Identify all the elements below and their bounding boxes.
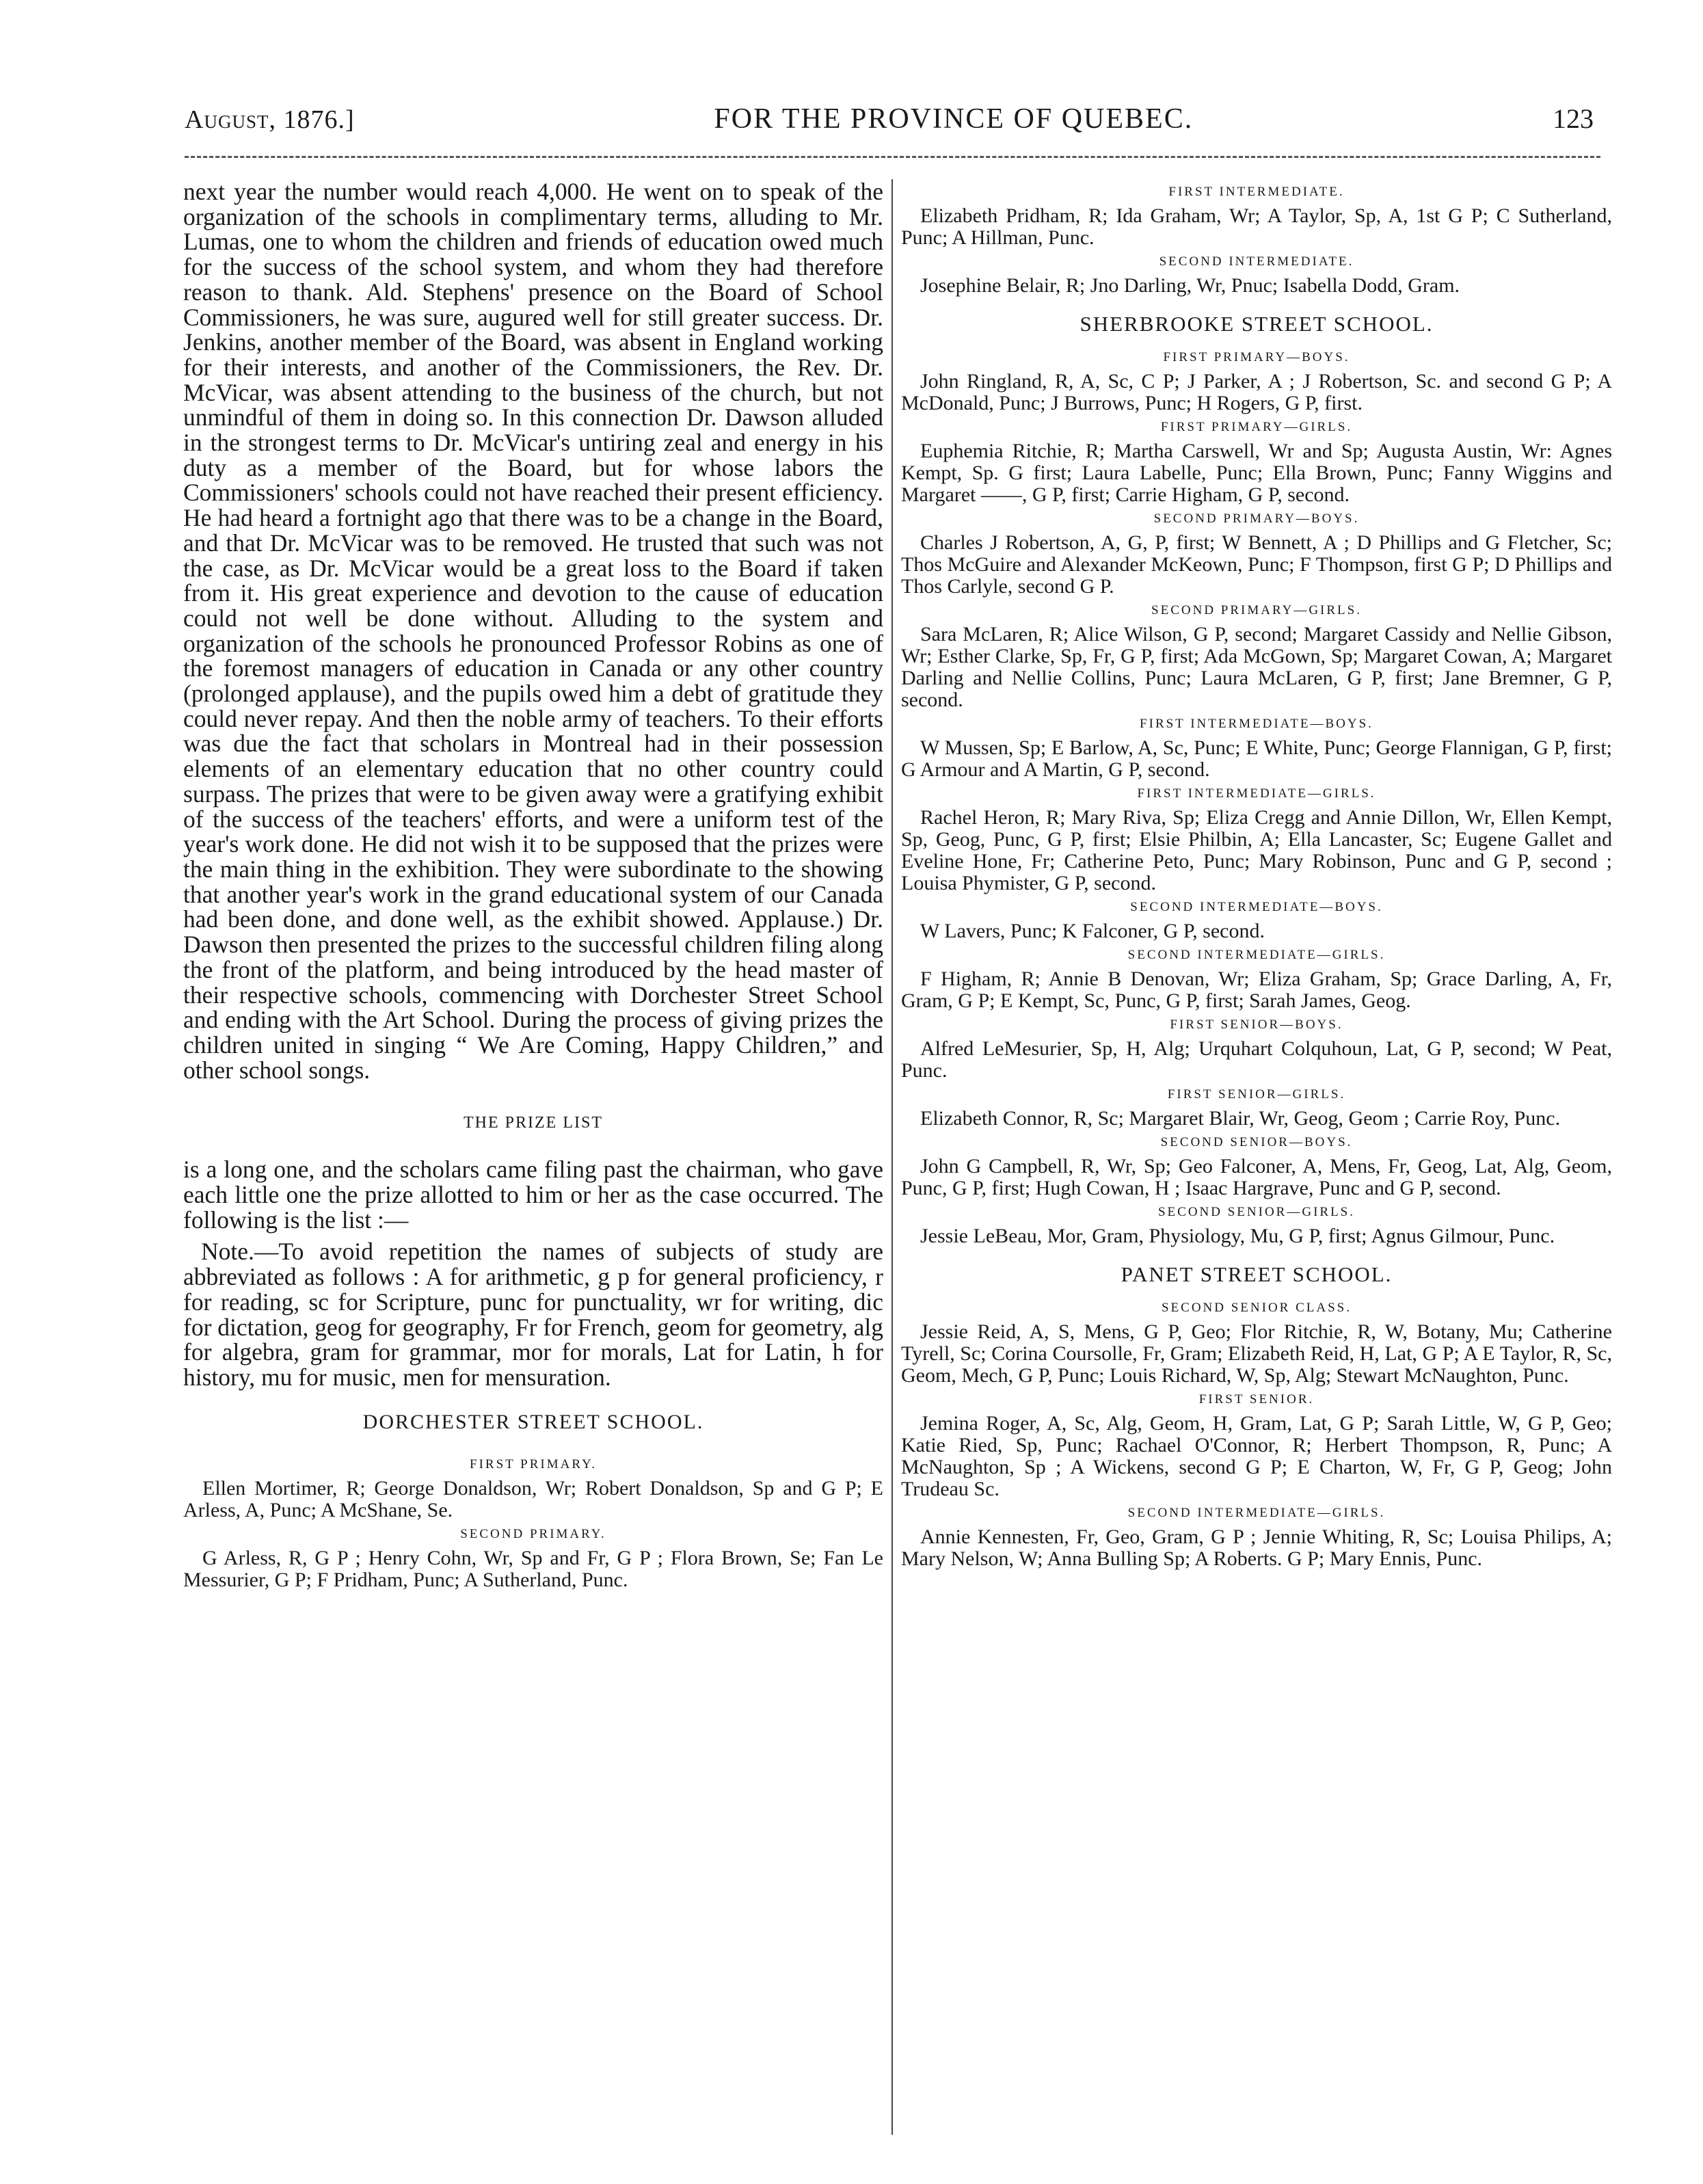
prize-entry: Alfred LeMesurier, Sp, H, Alg; Urquhart Colquhoun, Lat, G P, second; W Peat, Punc. — [901, 1037, 1612, 1082]
section-heading: SECOND INTERMEDIATE—BOYS. — [1130, 900, 1383, 914]
school-heading: SHERBROOKE STREET SCHOOL. — [1080, 312, 1434, 336]
page-header — [185, 103, 1594, 150]
prize-entry: Jessie Reid, A, S, Mens, G P, Geo; Flor Ritchie, R, W, Botany, Mu; Catherine Tyrell, Sc; Corina Coursolle, Fr, Gram; Elizabeth Reid, H, Lat, G P; A E Taylor, R, Sc, Geom, Mech, G P, Punc; Louis Richard, W, Sp, Alg; Stewart McNaughton, Punc. — [901, 1320, 1612, 1387]
header-rule — [185, 156, 1600, 158]
section-heading: SECOND PRIMARY—BOYS. — [1153, 511, 1360, 526]
prize-entry: Elizabeth Connor, R, Sc; Margaret Blair, Wr, Geog, Geom ; Carrie Roy, Punc. — [920, 1107, 1561, 1130]
article-paragraph: next year the number would reach 4,000. He went on to speak of the organization of the schools in complimentary terms, alluding to Mr. Lumas, one to whom the children and friends of education owed much for the success of the school system, and whom they had therefore reason to thank. Ald. Stephens' presence on the Board of School Commissioners, he was sure, augured well for still greater success. Dr. Jenkins, another member of the Board, was absent in England working for their interests, and another of the Commissioners, the Rev. Dr. McVicar, was absent attending to the business of the church, but not unmindful of them in doing so. In this connection Dr. Dawson alluded in the strongest terms to Dr. McVicar's untiring zeal and energy in his duty as a member of the Board, but for whose labors the Commissioners' schools could not have reached their present efficiency. He had heard a fortnight ago that there was to be a change in the Board, and that Dr. McVicar was to be removed. He trusted that such was not the case, as Dr. McVicar would be a great loss to the Board if taken from it. His great experience and devotion to the cause of education could not well be done without. Alluding to the system and organization of the schools he pronounced Professor Robins as one of the foremost managers of education in Canada or any other country (prolonged applause), and the pupils owed him a debt of gratitude they could never repay. And then the noble army of teachers. To their efforts was due the fact that scholars in Montreal had in their possession elements of an elementary education that no other country could surpass. The prizes that were to be given away were a gratifying exhibit of the success of the teachers' efforts, and were a uniform test of the year's work done. He did not wish it to be supposed that the prizes were the main thing in the exhibition. They were subordinate to the showing that another year's work in the grand educational system of our Canada had been done, and done well, as the exhibit showed. Applause.) Dr. Dawson then presented the prizes to the successful children filing along the front of the platform, and being introduced by the head master of their respective schools, commencing with Dorchester Street School and ending with the Art School. During the process of giving prizes the children united in singing “ We Are Coming, Happy Children,” and other school songs. — [183, 178, 883, 1084]
section-heading: FIRST SENIOR. — [1198, 1392, 1315, 1407]
prize-entry: Rachel Heron, R; Mary Riva, Sp; Eliza Cregg and Annie Dillon, Wr, Ellen Kempt, Sp, Geog, Punc, G P, first; Elsie Philbin, A; Ella Lancaster, Sc; Eugene Gallet and Eveline Hone, Fr; Catherine Peto, Punc; Mary Robinson, Punc and G P, second ; Louisa Phymister, G P, second. — [901, 806, 1612, 894]
prize-entry: Annie Kennesten, Fr, Geo, Gram, G P ; Jennie Whiting, R, Sc; Louisa Philips, A; Mary Nelson, W; Anna Bulling Sp; A Roberts. G P; Mary Ennis, Punc. — [901, 1526, 1612, 1570]
section-heading: FIRST INTERMEDIATE—BOYS. — [1140, 717, 1373, 731]
header-date: August, 1876.] — [185, 105, 355, 134]
school-heading: DORCHESTER STREET SCHOOL. — [362, 1410, 704, 1433]
prize-entry: Euphemia Ritchie, R; Martha Carswell, Wr and Sp; Augusta Austin, Wr: Agnes Kempt, Sp. G first; Laura Labelle, Punc; Ella Brown, Punc; Fanny Wiggins and Margaret ——, G P, first; Carrie Higham, G P, second. — [901, 440, 1612, 506]
right-column — [901, 179, 1612, 1574]
left-column — [183, 179, 883, 1595]
school-heading: PANET STREET SCHOOL. — [1121, 1262, 1393, 1286]
prize-entry: Sara McLaren, R; Alice Wilson, G P, second; Margaret Cassidy and Nellie Gibson, Wr; Esther Clarke, Sp, Fr, G P, first; Ada McGown, Sp; Margaret Cowan, A; Margaret Darling and Nellie Collins, Punc; Laura McLaren, G P, first; Jane Bremner, G P, second. — [901, 623, 1612, 711]
section-heading: FIRST PRIMARY—GIRLS. — [1160, 420, 1353, 434]
section-heading: FIRST PRIMARY—BOYS. — [1163, 350, 1350, 364]
section-heading: FIRST SENIOR—GIRLS. — [1167, 1087, 1346, 1102]
prize-entry: John Ringland, R, A, Sc, C P; J Parker, A ; J Robertson, Sc. and second G P; A McDonald, Punc; J Burrows, Punc; H Rogers, G P, first. — [901, 370, 1612, 414]
prize-entry: Josephine Belair, R; Jno Darling, Wr, Pnuc; Isabella Dodd, Gram. — [920, 274, 1460, 297]
section-heading: SECOND INTERMEDIATE—GIRLS. — [1127, 948, 1386, 962]
abbreviation-note: Note.—To avoid repetition the names of subjects of study are abbreviated as follows : A for arithmetic, g p for general proficiency, r for reading, sc for Scripture, punc for punctuality, wr for writing, dic for dictation, geog for geography, Fr for French, geom for geometry, alg for algebra, gram for grammar, mor for morals, Lat for Latin, h for history, mu for music, men for mensuration. — [183, 1238, 883, 1391]
section-heading: SECOND INTERMEDIATE—GIRLS. — [1127, 1506, 1386, 1520]
prize-entry: Ellen Mortimer, R; George Donaldson, Wr; Robert Donaldson, Sp and G P; E Arless, A, Punc; A McShane, Se. — [183, 1476, 883, 1521]
article-paragraph: is a long one, and the scholars came filing past the chairman, who gave each little one the prize allotted to him or her as the case occurred. The following is the list :— — [183, 1156, 883, 1234]
prize-entry: Jemina Roger, A, Sc, Alg, Geom, H, Gram, Lat, G P; Sarah Little, W, G P, Geo; Katie Ried, Sp, Punc; Rachael O'Connor, R; Herbert Thompson, R, Punc; A McNaughton, Sp ; A Wickens, second G P; E Charton, W, Fr, G P, Geog; John Trudeau Sc. — [901, 1412, 1612, 1500]
section-heading: FIRST SENIOR—BOYS. — [1170, 1017, 1343, 1032]
prize-list-heading: THE PRIZE LIST — [464, 1114, 603, 1132]
prize-entry: Jessie LeBeau, Mor, Gram, Physiology, Mu, G P, first; Agnus Gilmour, Punc. — [920, 1225, 1555, 1247]
prize-entry: G Arless, R, G P ; Henry Cohn, Wr, Sp and Fr, G P ; Flora Brown, Se; Fan Le Messurier, G P; F Pridham, Punc; A Sutherland, Punc. — [183, 1546, 883, 1591]
section-heading: SECOND SENIOR—BOYS. — [1160, 1135, 1353, 1149]
prize-entry: F Higham, R; Annie B Denovan, Wr; Eliza Graham, Sp; Grace Darling, A, Fr, Gram, G P; E Kempt, Sc, Punc, G P, first; Sarah James, Geog. — [901, 968, 1612, 1012]
header-title: FOR THE PROVINCE OF QUEBEC. — [714, 103, 1194, 135]
section-heading: FIRST PRIMARY. — [470, 1456, 597, 1471]
section-heading: SECOND PRIMARY—GIRLS. — [1151, 603, 1362, 617]
section-heading: SECOND PRIMARY. — [460, 1526, 606, 1541]
prize-entry: W Lavers, Punc; K Falconer, G P, second. — [920, 920, 1265, 942]
prize-entry: Charles J Robertson, A, G, P, first; W Bennett, A ; D Phillips and G Fletcher, Sc; Thos McGuire and Alexander McKeown, Punc; F Thompson, first G P; D Phillips and Thos Carlyle, second G P. — [901, 531, 1612, 598]
section-heading: SECOND SENIOR CLASS. — [1161, 1301, 1352, 1315]
prize-entry: W Mussen, Sp; E Barlow, A, Sc, Punc; E White, Punc; George Flannigan, G P, first; G Armour and A Martin, G P, second. — [901, 736, 1612, 781]
page-number: 123 — [1553, 103, 1594, 134]
section-heading: SECOND INTERMEDIATE. — [1159, 254, 1354, 269]
section-heading: FIRST INTERMEDIATE. — [1168, 185, 1345, 199]
section-heading: SECOND SENIOR—GIRLS. — [1157, 1205, 1356, 1219]
prize-entry: John G Campbell, R, Wr, Sp; Geo Falconer, A, Mens, Fr, Geog, Lat, Alg, Geom, Punc, G P, first; Hugh Cowan, H ; Isaac Hargrave, Punc and G P, second. — [901, 1155, 1612, 1199]
section-heading: FIRST INTERMEDIATE—GIRLS. — [1137, 786, 1376, 801]
column-divider — [891, 179, 893, 2135]
prize-entry: Elizabeth Pridham, R; Ida Graham, Wr; A Taylor, Sp, A, 1st G P; C Sutherland, Punc; A Hillman, Punc. — [901, 204, 1612, 249]
